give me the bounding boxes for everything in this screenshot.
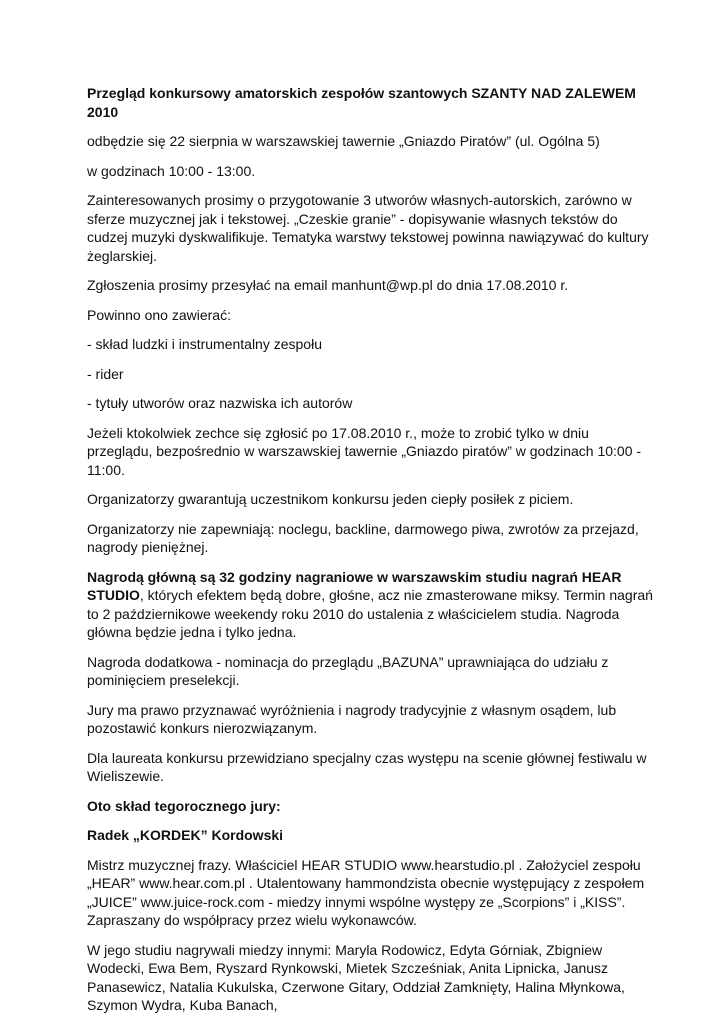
- main-prize-bold: Nagrodą główną są 32 godziny nagraniowe w warszawskim studiu nagrań HEAR STUDIO: [87, 568, 622, 603]
- document-page: [87, 84, 657, 1026]
- event-hours-paragraph: w godzinach 10:00 - 13:00.: [87, 162, 256, 179]
- jury-bio-paragraph: Mistrz muzycznej frazy. Właściciel HEAR STUDIO www.hearstudio.pl . Założyciel zespołu „HEAR” www.hear.com.pl . Utalentowany hammondzista obecnie występujący z zespołem „JUICE” www.juice-rock.com - miedzy innymi wspólne występy ze „Scorpions” i „KISS”. Zapraszany do współpracy przez wielu wykonawców.: [87, 856, 645, 928]
- extra-prize-paragraph: Nagroda dodatkowa - nominacja do przeglądu „BAZUNA” uprawniająca do udziału z pominięciem preselekcji.: [87, 653, 609, 688]
- jury-rights-paragraph: Jury ma prawo przyznawać wyróżnienia i nagrody tradycyjnie z własnym osądem, lub pozostawić konkurs nierozwiązanym.: [87, 701, 617, 736]
- main-prize-paragraph: [87, 568, 657, 642]
- contents-intro-paragraph: Powinno ono zawierać:: [87, 306, 231, 323]
- event-date-paragraph: odbędzie się 22 sierpnia w warszawskiej tawernie „Gniazdo Piratów” (ul. Ogólna 5): [87, 133, 600, 149]
- main-prize-rest: , których efektem będą dobre, głośne, acz nie zmasterowane miksy. Termin nagrań to 2 październikowe weekendy roku 2010 do ustalenia z właścicielem studia. Nagroda główna będzie jedna i tylko jedna.: [87, 587, 653, 640]
- late-registration-paragraph: Jeżeli ktokolwiek zechce się zgłosić po 17.08.2010 r., może to zrobić tylko w dniu przeglądu, bezpośrednio w warszawskiej tawernie „Gniazdo piratów” w godzinach 10:00 - 11:00.: [87, 424, 642, 478]
- list-item: - rider: [87, 365, 124, 382]
- meal-paragraph: Organizatorzy gwarantują uczestnikom konkursu jeden ciepły posiłek z piciem.: [87, 491, 574, 507]
- not-provided-paragraph: Organizatorzy nie zapewniają: noclegu, backline, darmowego piwa, zwrotów za przejazd, nagrody pieniężnej.: [87, 520, 639, 555]
- recorded-artists-paragraph: W jego studiu nagrywali miedzy innymi: Maryla Rodowicz, Edyta Górniak, Zbigniew Wodecki, Ewa Bem, Ryszard Rynkowski, Mietek Szcześniak, Anita Lipnicka, Janusz Panasewicz, Natalia Kukulska, Czerwone Gitary, Oddział Zamknięty, Halina Młynkowa, Szymon Wydra, Kuba Banach,: [87, 941, 625, 1013]
- jury-member-name: Radek „KORDEK” Kordowski: [87, 827, 284, 843]
- email-paragraph: Zgłoszenia prosimy przesyłać na email manhunt@wp.pl do dnia 17.08.2010 r.: [87, 277, 569, 293]
- laureate-paragraph: Dla laureata konkursu przewidziano specjalny czas występu na scenie głównej festiwalu w Wieliszewie.: [87, 749, 647, 784]
- list-item: - tytuły utworów oraz nazwiska ich autorów: [87, 395, 353, 411]
- list-item: - skład ludzki i instrumentalny zespołu: [87, 336, 322, 352]
- document-title: Przegląd konkursowy amatorskich zespołów szantowych SZANTY NAD ZALEWEM 2010: [87, 85, 636, 120]
- invitation-paragraph: Zainteresowanych prosimy o przygotowanie 3 utworów własnych-autorskich, zarówno w sferze muzycznej jak i tekstowej. „Czeskie granie” - dopisywanie własnych tekstów do cudzej muzyki dyskwalifikuje. Tematyka warstwy tekstowej powinna nawiązywać do kultury żeglarskiej.: [87, 192, 649, 264]
- jury-heading: Oto skład tegorocznego jury:: [87, 797, 281, 814]
